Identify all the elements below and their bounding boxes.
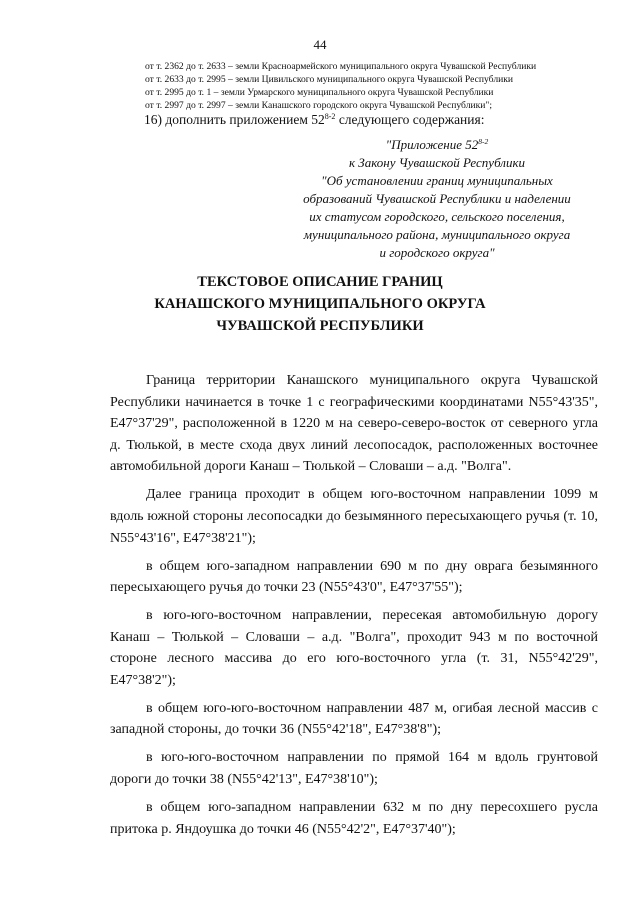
appendix-line: образований Чувашской Республики и наделении [303,191,571,206]
body-paragraph: в общем юго-западном направлении 690 м по дну оврага безымянного пересыхающего ручья до точки 23 (N55°43'0", E47°37'55"); [110,558,598,596]
body-paragraph: Граница территории Канашского муниципального округа Чувашской Республики начинается в точке 1 с географическими координатами N55°43'35", E47°37'29", расположенной в 1220 м на северо-северо-восток от северного угла д. Тюлькой, в месте схода двух линий лесопосадок, расположенных восточнее автомобильной дороги Канаш – Тюлькой – Словаши – а.д. "Волга". [110,373,598,475]
appendix-title-sup: 8-2 [478,137,489,146]
boundary-segment-line: от т. 2995 до т. 1 – земли Урмарского муниципального округа Чувашской Республики [145,87,494,98]
boundary-segment-line: от т. 2362 до т. 2633 – земли Красноармейского муниципального округа Чувашской Республики [145,61,537,72]
heading-line: КАНАШСКОГО МУНИЦИПАЛЬНОГО ОКРУГА [154,296,486,312]
appendix-title-text: "Приложение 52 [385,137,479,152]
appendix-line: "Об установлении границ муниципальных [321,173,553,188]
appendix-line: и городского округа" [379,245,495,260]
heading-line: ЧУВАШСКОЙ РЕСПУБЛИКИ [216,318,424,334]
amendment-suffix: следующего содержания: [335,112,485,127]
boundary-segment-line: от т. 2997 до т. 2997 – земли Канашского городского округа Чувашской Республики"; [145,100,492,111]
amendment-prefix: 16) дополнить приложением 52 [144,112,325,127]
appendix-line: к Закону Чувашской Республики [348,155,526,170]
boundary-segment-line: от т. 2633 до т. 2995 – земли Цивильского муниципального округа Чувашской Республики [145,74,514,85]
document-body [110,370,598,847]
amendment-item [144,112,484,128]
body-paragraph: в общем юго-юго-восточном направлении 487 м, огибая лесной массив с западной стороны, до точки 36 (N55°42'18", E47°38'8"); [110,700,598,738]
boundary-segments-list [145,60,605,112]
appendix-header [300,133,574,262]
body-paragraph: в юго-юго-восточном направлении по прямой 164 м вдоль грунтовой дороги до точки 38 (N55°42'13", E47°38'10"); [110,750,598,788]
appendix-title [300,133,574,154]
body-paragraph: в юго-юго-восточном направлении, пересекая автомобильную дорогу Канаш – Тюлькой – Словаши – а.д. "Волга", проходит 943 м по восточной стороне лесного массива до его юго-восточного угла (т. 31, N55°42'29", E47°38'2"); [110,608,598,688]
body-paragraph: в общем юго-западном направлении 632 м по дну пересохшего русла притока р. Яндоушка до точки 46 (N55°42'2", E47°37'40"); [110,800,598,837]
amendment-sup: 8-2 [324,112,336,121]
body-paragraph: Далее граница проходит в общем юго-восточном направлении 1099 м вдоль южной стороны лесопосадки до безымянного пересыхающего ручья (т. 10, N55°43'16", E47°38'21"); [110,487,598,546]
appendix-line: их статусом городского, сельского поселения, [309,209,565,224]
document-heading [100,271,540,337]
heading-line: ТЕКСТОВОЕ ОПИСАНИЕ ГРАНИЦ [197,274,443,290]
page-number: 44 [313,37,327,52]
appendix-line: муниципального района, муниципального округа [303,227,571,242]
